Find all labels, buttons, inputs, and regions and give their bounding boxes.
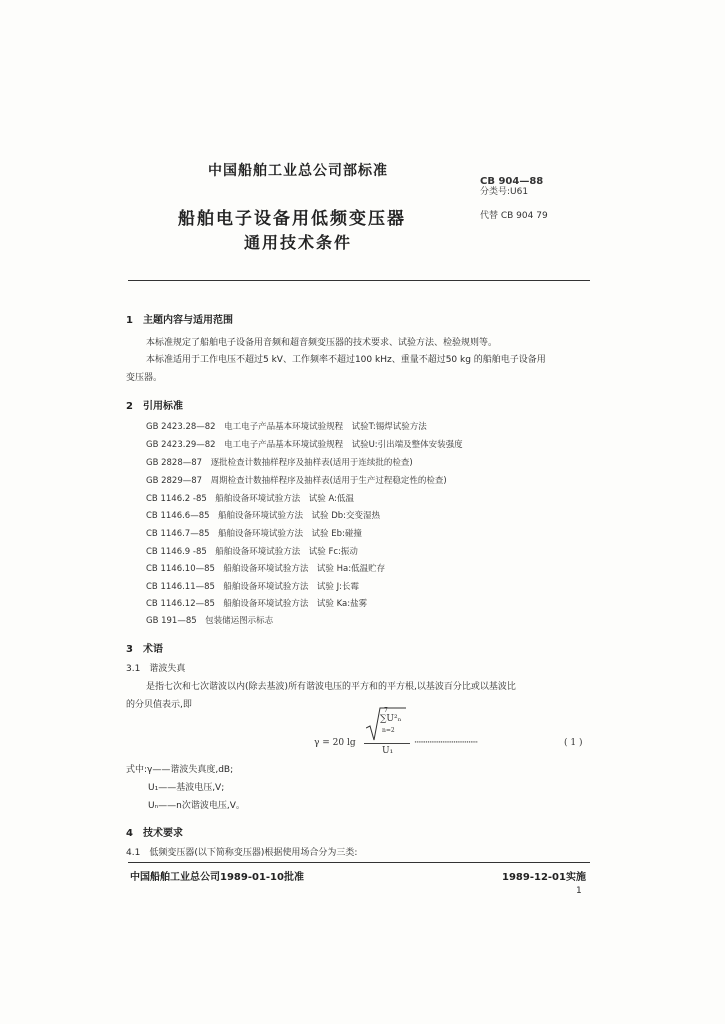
section-3-title: 3 术语 xyxy=(126,644,163,655)
where-line-1: 式中:γ——谐波失真度,dB; xyxy=(126,765,234,775)
header-divider xyxy=(128,280,590,281)
page-number: 1 xyxy=(576,886,582,896)
formula-leader-dots: ·································· xyxy=(414,738,478,748)
subsection-3-1-para-2: 的分贝值表示,即 xyxy=(126,700,192,710)
approval-date: 中国船舶工业总公司1989-01-10批准 xyxy=(130,872,304,883)
formula-number: ( 1 ) xyxy=(564,738,583,748)
where-line-2: U₁——基波电压,V; xyxy=(148,783,225,793)
reference-item: CB 1146.12—85 船舶设备环境试验方法 试验 Ka:盐雾 xyxy=(146,599,368,609)
reference-item: GB 191—85 包装储运图示标志 xyxy=(146,616,274,626)
reference-item: CB 1146.11—85 船舶设备环境试验方法 试验 J:长霉 xyxy=(146,582,360,592)
section-1-para-2b: 变压器。 xyxy=(126,373,163,383)
document-subtitle: 通用技术条件 xyxy=(244,233,353,252)
section-4-title: 4 技术要求 xyxy=(126,828,183,839)
replaces-standard: 代替 CB 904 79 xyxy=(480,211,548,221)
reference-item: GB 2423.29—82 电工电子产品基本环境试验规程 试验U:引出端及整体安装强度 xyxy=(146,440,463,450)
formula-lhs: γ = 20 lg xyxy=(314,738,356,748)
formula-denominator: U₁ xyxy=(382,746,394,756)
issuing-organization: 中国船舶工业总公司部标准 xyxy=(208,163,388,179)
reference-item: CB 1146.7—85 船舶设备环境试验方法 试验 Eb:碰撞 xyxy=(146,529,362,539)
section-1-para-1: 本标准规定了船舶电子设备用音频和超音频变压器的技术要求、试验方法、检验规则等。 xyxy=(146,338,498,348)
subsection-3-1-para-1: 是指七次和七次谐波以内(除去基波)所有谐波电压的平方和的平方根,以基波百分比或以基波比 xyxy=(146,682,516,692)
class-no: 分类号:U61 xyxy=(480,187,529,197)
section-1-para-2a: 本标准适用于工作电压不超过5 kV、工作频率不超过100 kHz、重量不超过50 kg 的船舶电子设备用 xyxy=(146,355,546,365)
reference-item: GB 2828—87 逐批检查计数抽样程序及抽样表(适用于连续批的检查) xyxy=(146,458,413,468)
subsection-3-1-title: 3.1 谐波失真 xyxy=(126,664,186,674)
standard-number xyxy=(480,176,543,198)
footer-divider xyxy=(128,862,590,863)
fraction-bar xyxy=(364,743,410,744)
reference-item: CB 1146.9 -85 船舶设备环境试验方法 试验 Fc:振动 xyxy=(146,547,358,557)
section-1-title: 1 主题内容与适用范围 xyxy=(126,315,233,326)
section-2-title: 2 引用标准 xyxy=(126,401,183,412)
reference-item: CB 1146.10—85 船舶设备环境试验方法 试验 Ha:低温贮存 xyxy=(146,564,386,574)
document-title: 船舶电子设备用低频变压器 xyxy=(178,209,406,229)
where-line-3: Uₙ——n次谐波电压,V。 xyxy=(148,801,245,811)
reference-item: CB 1146.6—85 船舶设备环境试验方法 试验 Db:交变湿热 xyxy=(146,511,381,521)
reference-item: GB 2829—87 周期检查计数抽样程序及抽样表(适用于生产过程稳定性的检查) xyxy=(146,476,447,486)
formula-sum-bottom: n=2 xyxy=(382,727,395,734)
formula-sum: ∑U²ₙ xyxy=(380,714,402,724)
reference-item: GB 2423.28—82 电工电子产品基本环境试验规程 试验T:锡焊试验方法 xyxy=(146,422,427,432)
subsection-4-1: 4.1 低频变压器(以下简称变压器)根据使用场合分为三类: xyxy=(126,848,358,858)
formula-sum-top: 7 xyxy=(384,707,388,714)
reference-item: CB 1146.2 -85 船舶设备环境试验方法 试验 A:低温 xyxy=(146,494,355,504)
implementation-date: 1989-12-01实施 xyxy=(502,872,586,883)
std-no: CB 904—88 xyxy=(480,176,544,187)
